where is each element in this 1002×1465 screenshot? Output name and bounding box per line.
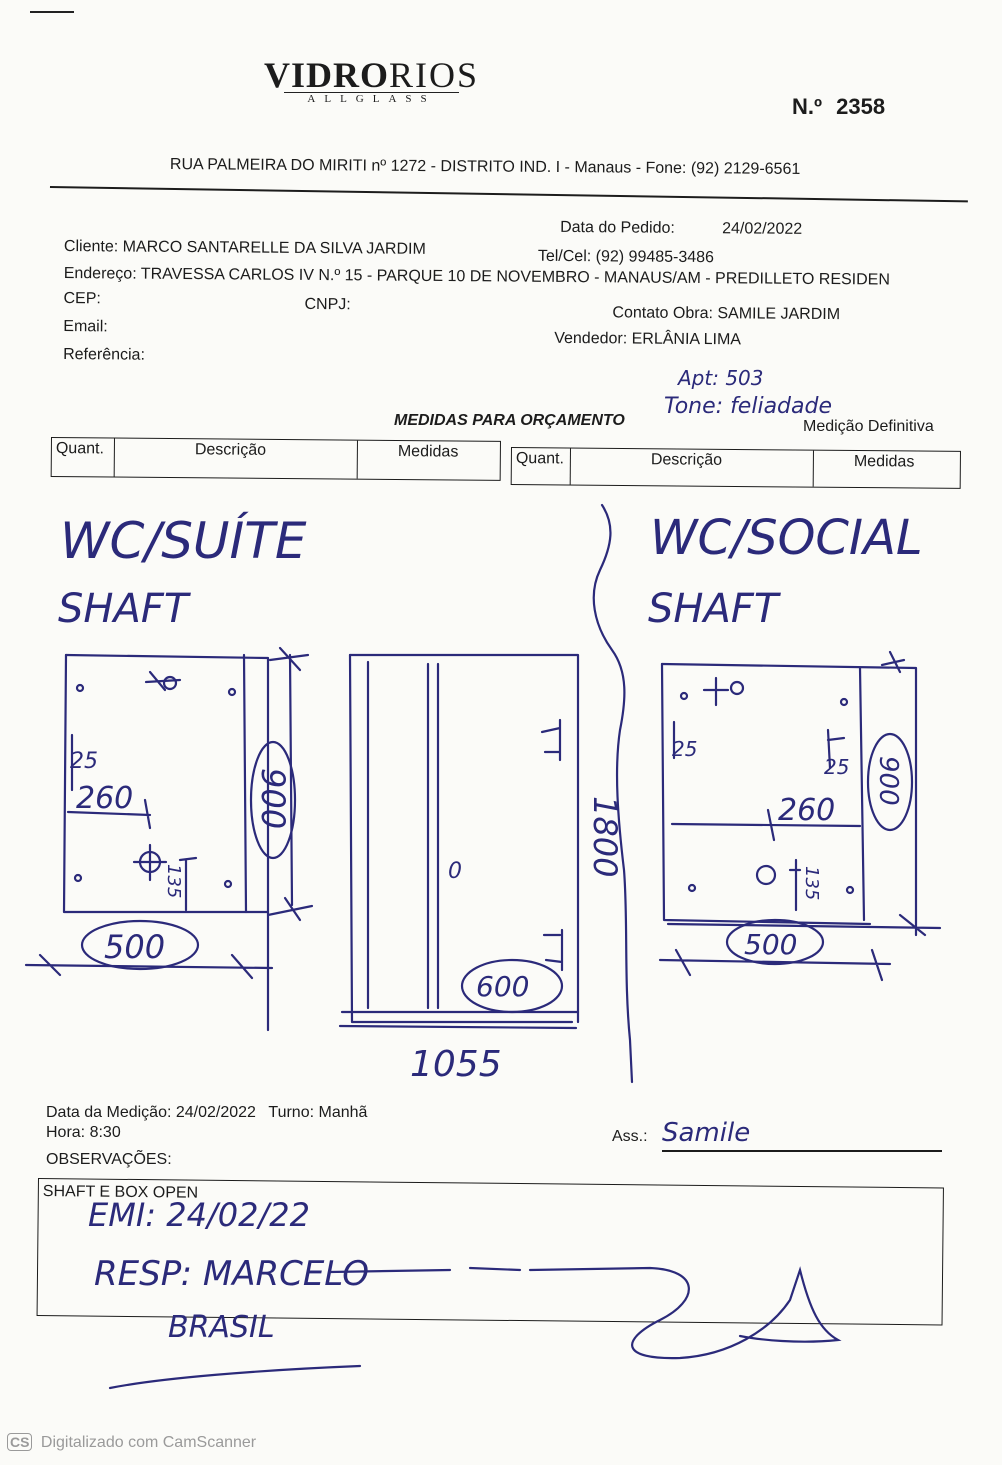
- dim-25-left: 25: [70, 749, 98, 774]
- site-contact: Contato Obra: SAMILE JARDIM: [612, 304, 841, 324]
- dim-500-right: 500: [744, 928, 798, 961]
- order-info: [0, 0, 1002, 407]
- dim-900-right: 900: [873, 756, 903, 806]
- dim-135-right: 135: [801, 866, 822, 901]
- sketch-sub-right: SHAFT: [648, 586, 779, 632]
- center-box: [340, 655, 578, 1028]
- camscanner-watermark: [7, 1433, 256, 1452]
- client-name: Cliente: MARCO SANTARELLE DA SILVA JARDIM: [63, 238, 426, 258]
- th-desc-left: Descrição: [114, 439, 357, 479]
- obs-scribbles: [0, 1240, 1002, 1410]
- dim-1055: 1055: [410, 1044, 502, 1085]
- th-measure-left: Medidas: [357, 441, 502, 480]
- measure-time: Hora: 8:30: [46, 1124, 121, 1141]
- definitive-measure: Medição Definitiva: [803, 418, 934, 435]
- dim-1800: 1800: [586, 796, 624, 878]
- dim-260-left: 260: [76, 781, 134, 816]
- seller: Vendedor: ERLÂNIA LIMA: [554, 329, 742, 349]
- dim-25-right-a: 25: [672, 737, 698, 761]
- brand-main: VIDRO: [264, 55, 390, 95]
- obs-hw-date: EMI: 24/02/22: [88, 1196, 310, 1234]
- cnpj-label: CNPJ:: [304, 295, 351, 314]
- reference-label: Referência:: [63, 346, 145, 364]
- order-date: 24/02/2022: [722, 220, 803, 238]
- dim-260-right: 260: [778, 793, 836, 828]
- brand-sub: RIOS: [389, 55, 480, 95]
- sketch-divider: [594, 505, 632, 1082]
- dim-25-right-b: 25: [824, 755, 850, 779]
- obs-printed: SHAFT E BOX OPEN: [42, 1183, 199, 1202]
- camscanner-badge: CS: [7, 1433, 32, 1451]
- measure-date-text: Data da Medição: 24/02/2022: [46, 1104, 256, 1121]
- hw-tone: Tone: feliadade: [664, 394, 832, 419]
- measure-shift: Turno: Manhã: [268, 1104, 368, 1121]
- section-title: MEDIDAS PARA ORÇAMENTO: [394, 412, 625, 429]
- signature-line: [662, 1150, 942, 1152]
- dim-900-left: 900: [254, 768, 292, 830]
- company-address: RUA PALMEIRA DO MIRITI nº 1272 - DISTRITO IND. I - Manaus - Fone: (92) 2129-6561: [169, 156, 801, 178]
- camscanner-text: Digitalizado com CamScanner: [40, 1434, 257, 1451]
- left-shaft: [26, 648, 312, 1030]
- dim-600: 600: [476, 970, 530, 1003]
- email-label: Email:: [63, 318, 108, 336]
- th-quant-right: Quant.: [515, 450, 565, 468]
- dim-500-left: 500: [104, 928, 166, 966]
- obs-hw-resp: RESP: MARCELO: [94, 1254, 369, 1294]
- th-quant-left: Quant.: [55, 440, 105, 458]
- hw-apartment: Apt: 503: [678, 366, 764, 390]
- measure-date: [46, 1104, 367, 1122]
- order-number-value: 2358: [836, 94, 886, 119]
- measurement-sketch: [0, 480, 1002, 1100]
- dim-0-center: 0: [448, 859, 462, 884]
- observations-label: OBSERVAÇÕES:: [46, 1151, 172, 1168]
- signature-label: Ass.:: [612, 1128, 648, 1145]
- brand-tagline: ALLGLASS: [284, 92, 459, 105]
- order-date-label: Data do Pedido:: [560, 218, 675, 237]
- signature: Samile: [662, 1118, 751, 1148]
- cep-label: CEP:: [63, 290, 101, 308]
- order-number-label: N.º: [792, 94, 823, 119]
- th-desc-right: Descrição: [570, 449, 813, 487]
- sketch-title-right: WC/SOCIAL: [650, 510, 923, 566]
- sketch-sub-left: SHAFT: [58, 586, 189, 632]
- dim-135-left: 135: [163, 864, 184, 899]
- table-header-left: [51, 437, 501, 481]
- sketch-title-left: WC/SUÍTE: [60, 512, 307, 570]
- client-phone: Tel/Cel: (92) 99485-3486: [537, 247, 715, 267]
- obs-hw-brasil: BRASIL: [168, 1310, 275, 1345]
- client-address: Endereço: TRAVESSA CARLOS IV N.º 15 - PARQUE 10 DE NOVEMBRO - MANAUS/AM - PREDILLETO RESIDEN: [63, 265, 891, 289]
- th-measure-right: Medidas: [813, 451, 962, 488]
